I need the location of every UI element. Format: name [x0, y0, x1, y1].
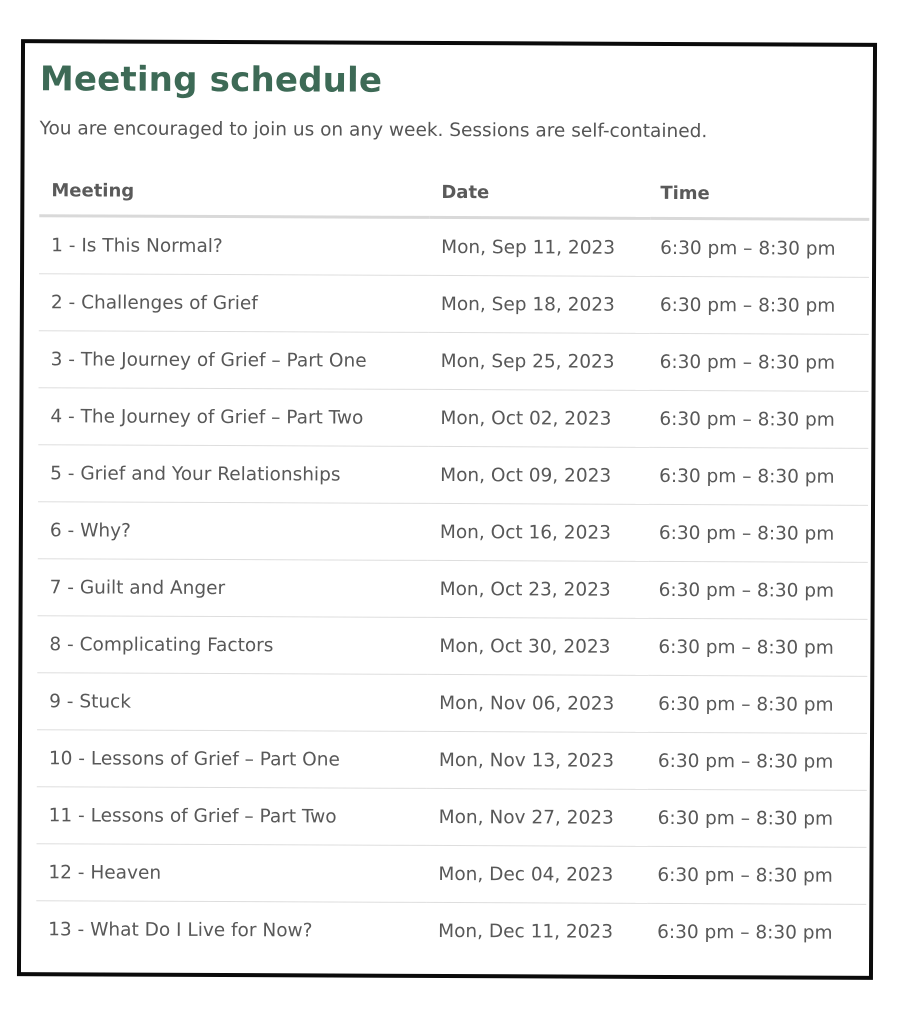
column-header-meeting: Meeting [39, 166, 429, 217]
table-header-row [39, 166, 869, 219]
schedule-content [36, 56, 870, 961]
table-row [37, 787, 867, 848]
meeting-name-cell: 11 - Lessons of Grief – Part Two [37, 787, 427, 846]
meeting-date-cell: Mon, Oct 23, 2023 [428, 560, 649, 618]
meeting-time-cell: 6:30 pm – 8:30 pm [648, 732, 867, 790]
meeting-date-cell: Mon, Oct 02, 2023 [428, 389, 649, 447]
meeting-name-cell: 1 - Is This Normal? [39, 216, 429, 276]
meeting-date-cell: Mon, Dec 11, 2023 [438, 920, 614, 943]
meeting-date-cell: Mon, Oct 30, 2023 [427, 617, 648, 675]
meeting-date-cell: Mon, Oct 09, 2023 [428, 446, 649, 504]
table-row [38, 445, 868, 506]
meeting-time-cell: 6:30 pm – 8:30 pm [650, 218, 869, 277]
table-row [38, 502, 868, 563]
meeting-name-cell: 5 - Grief and Your Relationships [38, 445, 428, 504]
meeting-time-cell: 6:30 pm – 8:30 pm [649, 447, 868, 505]
meeting-name-cell: 7 - Guilt and Anger [38, 559, 428, 618]
meeting-date-cell: Mon, Sep 18, 2023 [429, 275, 650, 333]
meeting-time-cell: 6:30 pm – 8:30 pm [649, 504, 868, 562]
table-row [37, 616, 867, 677]
page-subtitle: You are encouraged to join us on any week. Sessions are self-contained. [39, 118, 708, 143]
meeting-time-cell: 6:30 pm – 8:30 pm [657, 921, 833, 944]
meeting-schedule-table [36, 166, 869, 961]
meeting-time-cell: 6:30 pm – 8:30 pm [648, 789, 867, 847]
table-row [36, 901, 866, 961]
table-row [37, 673, 867, 734]
table-row [39, 274, 869, 335]
meeting-name-cell: 2 - Challenges of Grief [39, 274, 429, 333]
meeting-name-cell: 12 - Heaven [36, 844, 426, 903]
meeting-name-cell: 6 - Why? [38, 502, 428, 561]
table-row [39, 331, 869, 392]
page-title: Meeting schedule [39, 59, 383, 101]
meeting-name-cell: 4 - The Journey of Grief – Part Two [38, 388, 428, 447]
column-header-date: Date [429, 168, 650, 218]
table-row [39, 216, 869, 278]
meeting-date-cell: Mon, Dec 04, 2023 [426, 845, 647, 903]
meeting-date-cell: Mon, Nov 06, 2023 [427, 674, 648, 732]
meeting-time-cell: 6:30 pm – 8:30 pm [650, 276, 869, 334]
meeting-time-cell: 6:30 pm – 8:30 pm [649, 390, 868, 448]
meeting-time-cell: 6:30 pm – 8:30 pm [648, 618, 867, 676]
meeting-name-cell: 8 - Complicating Factors [37, 616, 427, 675]
meeting-name-cell: 9 - Stuck [37, 673, 427, 732]
table-row [36, 844, 866, 905]
meeting-name-cell: 10 - Lessons of Grief – Part One [37, 730, 427, 789]
column-header-time: Time [650, 169, 869, 219]
meeting-time-cell: 6:30 pm – 8:30 pm [649, 561, 868, 619]
meeting-date-cell: Mon, Oct 16, 2023 [428, 503, 649, 561]
table-row [38, 559, 868, 620]
meeting-name-cell: 13 - What Do I Live for Now? [48, 918, 313, 941]
table-row [38, 388, 868, 449]
table-row [37, 730, 867, 791]
table-body [36, 216, 869, 961]
meeting-date-cell: Mon, Nov 13, 2023 [427, 731, 648, 789]
meeting-date-cell: Mon, Nov 27, 2023 [427, 788, 648, 846]
meeting-date-cell: Mon, Sep 25, 2023 [429, 332, 650, 390]
meeting-time-cell: 6:30 pm – 8:30 pm [648, 675, 867, 733]
meeting-time-cell: 6:30 pm – 8:30 pm [647, 846, 866, 904]
meeting-name-cell: 3 - The Journey of Grief – Part One [39, 331, 429, 390]
meeting-date-cell: Mon, Sep 11, 2023 [429, 217, 650, 276]
schedule-card [17, 39, 877, 980]
meeting-time-cell: 6:30 pm – 8:30 pm [650, 333, 869, 391]
